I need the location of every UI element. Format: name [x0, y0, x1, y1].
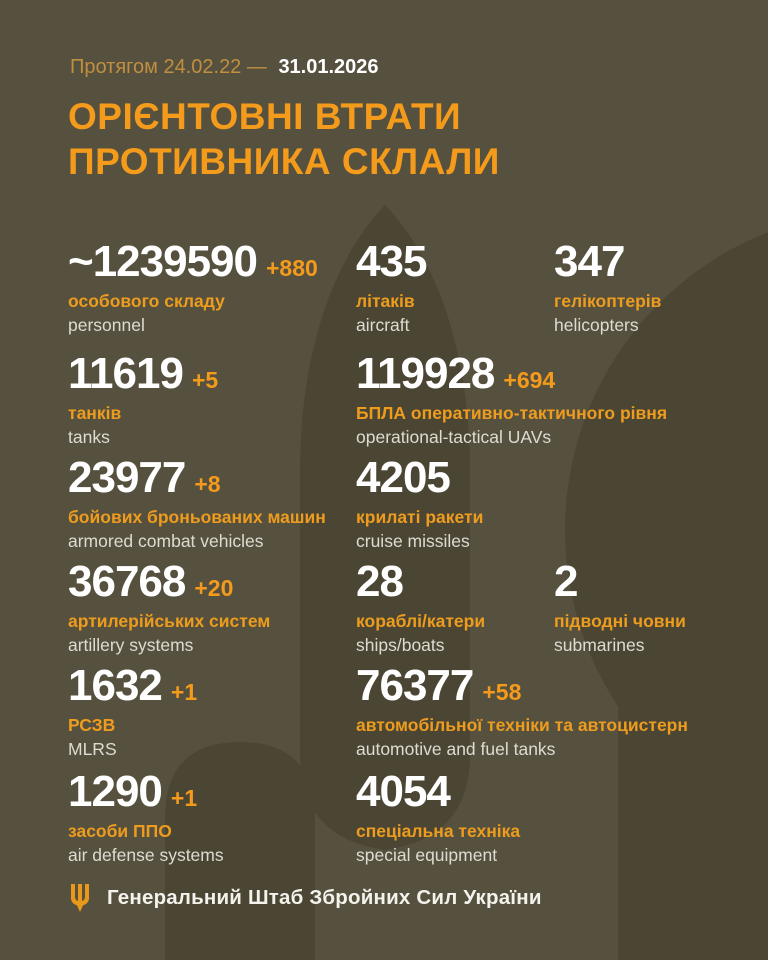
stat-label-uk: автомобільної техніки та автоцистерн: [356, 715, 688, 735]
stat-label-uk: БПЛА оперативно-тактичного рівня: [356, 403, 668, 423]
stat-value: 1632: [68, 661, 162, 710]
stat-label-uk: спеціальна техніка: [356, 821, 521, 841]
stat-value: 4054: [356, 767, 450, 816]
stat-label-uk: танків: [68, 403, 122, 423]
stat-label-uk: гелікоптерів: [554, 291, 662, 311]
stat-label-en: helicopters: [554, 315, 639, 335]
stat-delta: +20: [194, 575, 234, 601]
stat-uavs: [356, 349, 668, 448]
stat-label-en: tanks: [68, 427, 110, 447]
stat-aircraft: [356, 237, 435, 336]
stat-label-en: personnel: [68, 315, 145, 335]
stat-label-en: air defense systems: [68, 845, 224, 865]
stat-value: 4205: [356, 453, 450, 502]
stat-delta: +1: [170, 679, 198, 705]
stat-value: 2: [554, 557, 578, 606]
stat-label-uk: підводні човни: [554, 611, 686, 631]
stat-value: 11619: [68, 349, 183, 398]
period-line: [70, 56, 379, 79]
stat-label-en: special equipment: [356, 845, 498, 865]
stat-air-defense: [68, 767, 224, 866]
stat-cruise-missiles: [356, 453, 484, 552]
stat-label-en: armored combat vehicles: [68, 531, 264, 551]
stat-label-uk: кораблі/катери: [356, 611, 486, 631]
stat-value: 23977: [68, 453, 186, 502]
stat-label-uk: особового складу: [68, 291, 225, 311]
stat-label-uk: літаків: [356, 291, 415, 311]
stat-label-en: operational-tactical UAVs: [356, 427, 552, 447]
stat-label-en: cruise missiles: [356, 531, 470, 551]
footer-org-name: Генеральний Штаб Збройних Сил України: [107, 886, 542, 909]
period-end-date: 31.01.2026: [278, 56, 379, 78]
stat-helicopters: [554, 237, 662, 336]
stat-armored-combat-vehicles: [68, 453, 326, 552]
stat-label-en: artillery systems: [68, 635, 194, 655]
stat-value: 76377: [356, 661, 474, 710]
stat-artillery-systems: [68, 557, 271, 656]
stat-label-uk: засоби ППО: [68, 821, 172, 841]
stat-delta: +880: [266, 255, 318, 281]
title-line-2: ПРОТИВНИКА СКЛАЛИ: [68, 141, 500, 183]
stat-value: 435: [356, 237, 427, 286]
stat-ships-boats: [356, 557, 486, 656]
stat-label-uk: РСЗВ: [68, 715, 116, 735]
stat-label-en: aircraft: [356, 315, 410, 335]
stat-mlrs: [68, 661, 198, 760]
stat-personnel: [68, 237, 318, 336]
page-title: [68, 94, 500, 184]
stat-label-uk: бойових броньованих машин: [68, 507, 326, 527]
stat-label-en: MLRS: [68, 739, 117, 759]
title-line-1: ОРІЄНТОВНІ ВТРАТИ: [68, 96, 462, 137]
stat-automotive-fuel-tanks: [356, 661, 688, 760]
period-prefix: Протягом 24.02.22 —: [70, 56, 267, 78]
stat-delta: +58: [482, 679, 522, 705]
stat-label-uk: крилаті ракети: [356, 507, 484, 527]
stat-value: ~1239590: [68, 237, 257, 286]
stat-delta: +694: [503, 367, 556, 393]
stat-label-en: automotive and fuel tanks: [356, 739, 556, 759]
stat-value: 119928: [356, 349, 495, 398]
stat-value: 347: [554, 237, 625, 286]
stat-submarines: [554, 557, 686, 656]
stat-label-en: submarines: [554, 635, 645, 655]
stat-label-en: ships/boats: [356, 635, 445, 655]
stat-delta: +1: [170, 785, 198, 811]
stat-special-equipment: [356, 767, 521, 866]
stat-value: 1290: [68, 767, 162, 816]
stat-value: 36768: [68, 557, 186, 606]
stat-value: 28: [356, 557, 403, 606]
footer: [68, 884, 542, 912]
stat-tanks: [68, 349, 219, 448]
stat-delta: +5: [191, 367, 219, 393]
stat-delta: +8: [194, 471, 221, 497]
tryzub-icon: [68, 884, 92, 912]
stat-label-uk: артилерійських систем: [68, 611, 271, 631]
